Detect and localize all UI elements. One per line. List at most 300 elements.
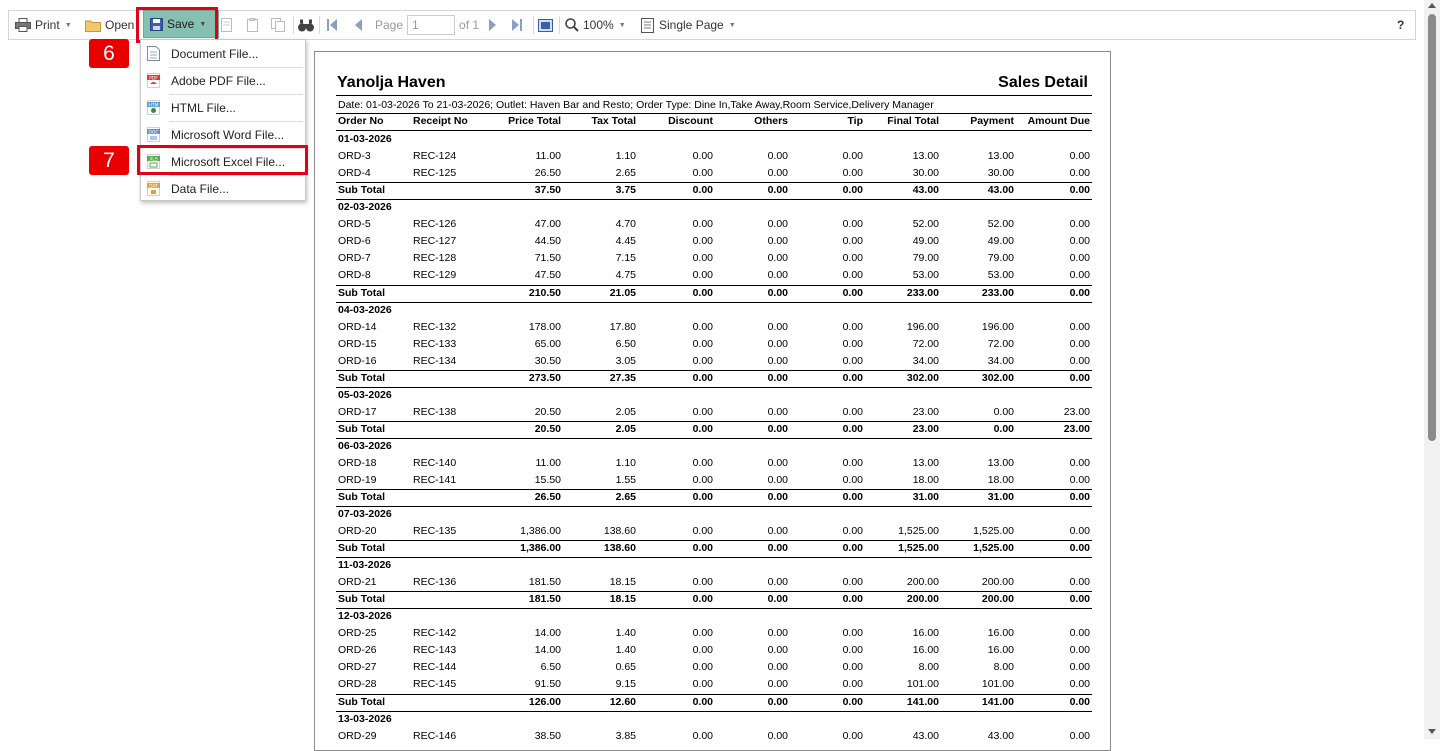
table-cell: 0.00 — [842, 457, 863, 469]
table-cell: 0.00 — [767, 474, 788, 486]
table-cell: 0.00 — [767, 406, 788, 418]
table-cell: REC-133 — [413, 338, 457, 350]
table-cell: ORD-28 — [338, 678, 377, 690]
chevron-down-icon: ▼ — [199, 20, 207, 28]
table-row — [315, 336, 1112, 353]
table-cell: 13.00 — [912, 150, 939, 162]
next-page-button[interactable] — [489, 11, 497, 39]
subtotal-row — [315, 540, 1112, 557]
table-cell: 1.55 — [615, 474, 636, 486]
scrollbar-thumb[interactable] — [1428, 14, 1436, 441]
table-cell: 0.00 — [1069, 576, 1090, 588]
next-page-icon — [489, 19, 497, 31]
table-cell: 0.00 — [692, 491, 713, 503]
table-cell: 0.00 — [692, 372, 713, 384]
table-cell: ORD-7 — [338, 252, 371, 264]
table-cell: 0.00 — [842, 491, 863, 503]
table-cell: 101.00 — [981, 678, 1014, 690]
toolbar-separator — [559, 16, 560, 34]
group-date: 05-03-2026 — [338, 389, 392, 401]
table-cell: 30.00 — [987, 167, 1014, 179]
table-cell: 0.00 — [692, 235, 713, 247]
table-cell: 0.00 — [767, 542, 788, 554]
clipboard-icon — [247, 18, 258, 32]
toolbar-separator — [293, 16, 294, 34]
table-cell: ORD-26 — [338, 644, 377, 656]
table-cell: REC-142 — [413, 627, 457, 639]
table-cell: 0.00 — [692, 627, 713, 639]
table-cell: 0.00 — [1069, 338, 1090, 350]
table-cell: 0.00 — [692, 338, 713, 350]
table-cell: 6.50 — [615, 338, 636, 350]
table-cell: 47.50 — [534, 269, 561, 281]
table-cell: 0.00 — [767, 235, 788, 247]
table-cell: 0.00 — [842, 235, 863, 247]
table-cell: REC-128 — [413, 252, 457, 264]
report-page — [314, 51, 1111, 751]
chevron-down-icon: ▼ — [618, 21, 626, 29]
group-date-row — [315, 302, 1112, 319]
table-cell: 26.50 — [534, 491, 561, 503]
group-date-row — [315, 199, 1112, 216]
table-cell: ORD-20 — [338, 525, 377, 537]
table-cell: 31.00 — [987, 491, 1014, 503]
menu-item-word-file[interactable] — [141, 121, 305, 148]
table-cell: 18.15 — [609, 593, 636, 605]
table-cell: Sub Total — [338, 696, 386, 708]
table-cell: 101.00 — [906, 678, 939, 690]
table-cell: ORD-4 — [338, 167, 371, 179]
menu-item-label: Microsoft Word File... — [171, 127, 285, 142]
table-cell: 30.50 — [534, 355, 561, 367]
table-cell: 0.00 — [767, 167, 788, 179]
group-date: 01-03-2026 — [338, 133, 392, 145]
table-cell: 0.00 — [1069, 525, 1090, 537]
table-cell: 0.00 — [842, 372, 863, 384]
table-cell: ORD-29 — [338, 730, 377, 742]
table-cell: 210.50 — [528, 287, 561, 299]
table-cell: 0.00 — [842, 184, 863, 196]
binoculars-icon — [298, 19, 314, 32]
page-label: Page — [375, 18, 404, 32]
previous-page-icon — [354, 19, 362, 31]
table-cell: 181.50 — [528, 576, 561, 588]
table-cell: 0.00 — [767, 730, 788, 742]
table-cell: 0.00 — [1069, 252, 1090, 264]
icon-tag: DAT — [149, 184, 158, 190]
table-cell: REC-127 — [413, 235, 457, 247]
table-cell: 0.00 — [692, 593, 713, 605]
column-header: Final Total — [887, 115, 939, 127]
table-cell: 34.00 — [912, 355, 939, 367]
zoom-dropdown[interactable] — [565, 11, 626, 39]
icon-tag: PDF — [149, 76, 158, 82]
group-date-row — [315, 506, 1112, 523]
menu-item-document-file[interactable] — [141, 40, 305, 67]
table-cell: 79.00 — [912, 252, 939, 264]
table-cell: 0.00 — [842, 678, 863, 690]
table-cell: 1.10 — [615, 150, 636, 162]
table-cell: 0.00 — [1069, 235, 1090, 247]
table-cell: 4.45 — [615, 235, 636, 247]
table-cell: 13.00 — [912, 457, 939, 469]
table-cell: ORD-3 — [338, 150, 371, 162]
table-cell: 1,525.00 — [973, 525, 1014, 537]
table-cell: 15.50 — [534, 474, 561, 486]
table-cell: 0.00 — [842, 355, 863, 367]
table-cell: 23.00 — [1063, 423, 1090, 435]
page-icon — [221, 18, 232, 32]
table-cell: 0.00 — [692, 730, 713, 742]
table-cell: 0.00 — [692, 252, 713, 264]
table-cell: Sub Total — [338, 287, 386, 299]
group-date: 06-03-2026 — [338, 440, 392, 452]
group-date: 02-03-2026 — [338, 201, 392, 213]
group-date: 13-03-2026 — [338, 713, 392, 725]
table-cell: ORD-25 — [338, 627, 377, 639]
table-cell: 2.05 — [615, 423, 636, 435]
table-cell: 0.00 — [842, 593, 863, 605]
report-subtitle: Sales Detail — [998, 74, 1088, 91]
table-cell: 38.50 — [534, 730, 561, 742]
table-cell: 65.00 — [534, 338, 561, 350]
table-cell: 1,386.00 — [520, 525, 561, 537]
table-cell: 141.00 — [906, 696, 939, 708]
table-cell: 0.00 — [1069, 661, 1090, 673]
table-cell: 6.50 — [540, 661, 561, 673]
table-cell: 0.00 — [1069, 218, 1090, 230]
table-cell: 0.65 — [615, 661, 636, 673]
table-cell: 9.15 — [615, 678, 636, 690]
menu-item-label: Microsoft Excel File... — [171, 154, 286, 169]
table-cell: 0.00 — [767, 269, 788, 281]
table-cell: 52.00 — [987, 218, 1014, 230]
table-cell: 0.00 — [767, 576, 788, 588]
table-cell: 12.60 — [609, 696, 636, 708]
table-cell: 71.50 — [534, 252, 561, 264]
table-cell: 0.00 — [1069, 457, 1090, 469]
table-cell: 3.75 — [615, 184, 636, 196]
table-cell: 0.00 — [767, 218, 788, 230]
table-cell: 0.00 — [842, 167, 863, 179]
table-cell: ORD-27 — [338, 661, 377, 673]
table-cell: 0.00 — [1069, 150, 1090, 162]
table-cell: Sub Total — [338, 184, 386, 196]
table-row — [315, 574, 1112, 591]
table-cell: 0.00 — [842, 696, 863, 708]
table-cell: 273.50 — [528, 372, 561, 384]
last-page-icon — [512, 19, 522, 31]
document-file-icon — [147, 46, 160, 61]
table-row — [315, 267, 1112, 284]
folder-icon — [85, 19, 101, 32]
table-cell: 141.00 — [981, 696, 1014, 708]
subtotal-row — [315, 285, 1112, 302]
table-cell: REC-129 — [413, 269, 457, 281]
table-cell: 0.00 — [842, 287, 863, 299]
table-cell: 47.00 — [534, 218, 561, 230]
table-cell: 23.00 — [912, 423, 939, 435]
table-cell: 16.00 — [987, 644, 1014, 656]
table-cell: 0.00 — [767, 593, 788, 605]
word-file-icon — [147, 127, 160, 142]
subtotal-row — [315, 370, 1112, 387]
open-button[interactable] — [85, 11, 134, 39]
save-button-highlight — [136, 7, 218, 43]
group-date: 04-03-2026 — [338, 304, 392, 316]
document-map-button[interactable] — [221, 11, 232, 39]
table-cell: 0.00 — [842, 730, 863, 742]
table-cell: 0.00 — [993, 406, 1014, 418]
table-cell: 0.00 — [692, 696, 713, 708]
table-cell: 72.00 — [987, 338, 1014, 350]
table-cell: 13.00 — [987, 457, 1014, 469]
group-date: 07-03-2026 — [338, 508, 392, 520]
toolbar-separator — [319, 16, 320, 34]
menu-item-data-file[interactable] — [141, 175, 305, 202]
table-cell: 0.00 — [842, 269, 863, 281]
table-cell: 91.50 — [534, 678, 561, 690]
table-cell: 0.00 — [767, 355, 788, 367]
table-cell: ORD-18 — [338, 457, 377, 469]
table-cell: 200.00 — [906, 593, 939, 605]
table-cell: REC-135 — [413, 525, 457, 537]
scroll-up-icon[interactable] — [1428, 3, 1436, 8]
table-cell: ORD-6 — [338, 235, 371, 247]
table-cell: 0.00 — [692, 287, 713, 299]
table-cell: 0.00 — [1069, 474, 1090, 486]
table-cell: REC-145 — [413, 678, 457, 690]
column-header: Payment — [970, 115, 1014, 127]
toolbar-separator — [533, 16, 534, 34]
table-cell: ORD-8 — [338, 269, 371, 281]
table-cell: REC-126 — [413, 218, 457, 230]
table-cell: 30.00 — [912, 167, 939, 179]
table-cell: 1.40 — [615, 644, 636, 656]
table-cell: 0.00 — [1069, 287, 1090, 299]
group-date-row — [315, 557, 1112, 574]
table-cell: 0.00 — [692, 150, 713, 162]
table-cell: 196.00 — [981, 321, 1014, 333]
icon-tag: HTM — [148, 103, 159, 109]
table-cell: 0.00 — [692, 678, 713, 690]
table-cell: 0.00 — [692, 644, 713, 656]
icon-tag: XLS — [149, 157, 158, 163]
table-cell: 27.35 — [609, 372, 636, 384]
last-page-button[interactable] — [512, 11, 522, 39]
table-cell: 43.00 — [987, 730, 1014, 742]
table-cell: 0.00 — [767, 287, 788, 299]
table-cell: 31.00 — [912, 491, 939, 503]
table-cell: 0.00 — [767, 627, 788, 639]
table-cell: 0.00 — [767, 457, 788, 469]
table-cell: 0.00 — [767, 252, 788, 264]
table-cell: 20.50 — [534, 423, 561, 435]
first-page-button[interactable] — [327, 11, 337, 39]
table-cell: 8.00 — [993, 661, 1014, 673]
chevron-down-icon: ▼ — [64, 21, 72, 29]
table-row — [315, 165, 1112, 182]
help-button[interactable] — [1397, 11, 1404, 39]
copy-button[interactable] — [271, 11, 285, 39]
table-cell: 0.00 — [692, 542, 713, 554]
table-cell: 0.00 — [1069, 593, 1090, 605]
table-cell: 0.00 — [767, 678, 788, 690]
column-header: Tax Total — [591, 115, 636, 127]
group-date-row — [315, 131, 1112, 148]
table-cell: REC-138 — [413, 406, 457, 418]
table-cell: 0.00 — [767, 321, 788, 333]
table-row — [315, 353, 1112, 370]
view-mode-button[interactable] — [538, 11, 553, 39]
table-cell: 0.00 — [1069, 730, 1090, 742]
table-cell: ORD-16 — [338, 355, 377, 367]
menu-item-label: Document File... — [171, 46, 259, 61]
table-cell: 1,386.00 — [520, 542, 561, 554]
subtotal-row — [315, 421, 1112, 438]
menu-item-label: HTML File... — [171, 100, 236, 115]
table-cell: 0.00 — [842, 542, 863, 554]
table-cell: REC-132 — [413, 321, 457, 333]
table-cell: 302.00 — [906, 372, 939, 384]
table-cell: 18.00 — [912, 474, 939, 486]
table-cell: Sub Total — [338, 372, 386, 384]
table-cell: 138.60 — [603, 525, 636, 537]
table-row — [315, 642, 1112, 659]
table-cell: 0.00 — [842, 423, 863, 435]
table-cell: ORD-14 — [338, 321, 377, 333]
zoom-label: 100% — [583, 18, 614, 32]
menu-item-pdf-file[interactable] — [141, 67, 305, 94]
table-cell: Sub Total — [338, 423, 386, 435]
table-cell: 0.00 — [842, 525, 863, 537]
table-cell: 0.00 — [842, 252, 863, 264]
table-cell: 0.00 — [842, 321, 863, 333]
table-header — [315, 113, 1112, 130]
page-navigator — [375, 11, 479, 39]
table-cell: 0.00 — [692, 355, 713, 367]
table-cell: 181.50 — [528, 593, 561, 605]
table-cell: 0.00 — [767, 150, 788, 162]
table-cell: 53.00 — [987, 269, 1014, 281]
table-cell: 0.00 — [692, 661, 713, 673]
table-cell: 7.15 — [615, 252, 636, 264]
copy-pages-icon — [271, 18, 285, 32]
table-row — [315, 216, 1112, 233]
table-cell: 18.15 — [609, 576, 636, 588]
table-cell: 0.00 — [692, 457, 713, 469]
table-cell: 21.05 — [609, 287, 636, 299]
table-cell: 16.00 — [912, 644, 939, 656]
find-button[interactable] — [298, 11, 314, 39]
first-page-icon — [327, 19, 337, 31]
scroll-down-icon[interactable] — [1428, 729, 1436, 734]
table-cell: 3.85 — [615, 730, 636, 742]
page-count-label: of 1 — [459, 18, 480, 32]
table-row — [315, 250, 1112, 267]
table-cell: 37.50 — [534, 184, 561, 196]
table-cell: 200.00 — [906, 576, 939, 588]
table-cell: 17.80 — [609, 321, 636, 333]
table-cell: 49.00 — [987, 235, 1014, 247]
previous-page-button[interactable] — [354, 11, 362, 39]
report-viewer-toolbar — [8, 10, 1416, 40]
table-cell: Sub Total — [338, 542, 386, 554]
menu-item-html-file[interactable] — [141, 94, 305, 121]
single-page-icon — [641, 18, 654, 33]
column-header: Receipt No — [413, 115, 468, 127]
table-cell: 233.00 — [981, 287, 1014, 299]
table-cell: 0.00 — [1069, 167, 1090, 179]
table-cell: 2.65 — [615, 167, 636, 179]
data-file-icon — [147, 181, 160, 196]
report-parameters: Date: 01-03-2026 To 21-03-2026; Outlet: Haven Bar and Resto; Order Type: Dine In,Take Away,Room Service,Delivery Manager — [338, 99, 934, 111]
table-cell: 0.00 — [692, 525, 713, 537]
table-cell: 4.75 — [615, 269, 636, 281]
table-row — [315, 455, 1112, 472]
table-cell: 34.00 — [987, 355, 1014, 367]
parameters-button[interactable] — [247, 11, 258, 39]
table-cell: 0.00 — [767, 696, 788, 708]
table-cell: 0.00 — [842, 218, 863, 230]
table-cell: 1,525.00 — [898, 542, 939, 554]
table-cell: Sub Total — [338, 593, 386, 605]
page-view-dropdown[interactable] — [641, 11, 736, 39]
html-file-icon — [147, 100, 160, 115]
table-cell: 13.00 — [987, 150, 1014, 162]
printer-icon — [15, 18, 31, 32]
table-cell: 8.00 — [918, 661, 939, 673]
menu-item-label: Data File... — [171, 181, 230, 196]
table-cell: 14.00 — [534, 644, 561, 656]
table-cell: 0.00 — [842, 644, 863, 656]
column-header: Amount Due — [1027, 115, 1090, 127]
table-cell: 0.00 — [842, 661, 863, 673]
table-row — [315, 319, 1112, 336]
table-row — [315, 676, 1112, 693]
column-header: Others — [754, 115, 788, 127]
table-cell: ORD-17 — [338, 406, 377, 418]
table-cell: 0.00 — [993, 423, 1014, 435]
subtotal-row — [315, 591, 1112, 608]
menu-item-label: Adobe PDF File... — [171, 73, 266, 88]
table-cell: 23.00 — [912, 406, 939, 418]
table-cell: 44.50 — [534, 235, 561, 247]
table-cell: 233.00 — [906, 287, 939, 299]
table-cell: 4.70 — [615, 218, 636, 230]
table-cell: 0.00 — [1069, 269, 1090, 281]
table-cell: 1,525.00 — [898, 525, 939, 537]
table-cell: 0.00 — [1069, 644, 1090, 656]
table-cell: 178.00 — [528, 321, 561, 333]
table-row — [315, 472, 1112, 489]
table-cell: 302.00 — [981, 372, 1014, 384]
group-date-row — [315, 711, 1112, 728]
monitor-icon — [538, 19, 553, 32]
table-cell: 23.00 — [1063, 406, 1090, 418]
group-date-row — [315, 387, 1112, 404]
page-view-label: Single Page — [659, 18, 724, 32]
print-button[interactable] — [15, 11, 72, 39]
table-cell: REC-143 — [413, 644, 457, 656]
column-header: Price Total — [508, 115, 561, 127]
page-number-input[interactable] — [407, 15, 455, 35]
step-badge-7: 7 — [89, 146, 129, 175]
table-cell: 0.00 — [842, 576, 863, 588]
print-label: Print — [35, 18, 60, 32]
icon-tag: DOC — [148, 130, 159, 136]
table-cell: 0.00 — [692, 576, 713, 588]
